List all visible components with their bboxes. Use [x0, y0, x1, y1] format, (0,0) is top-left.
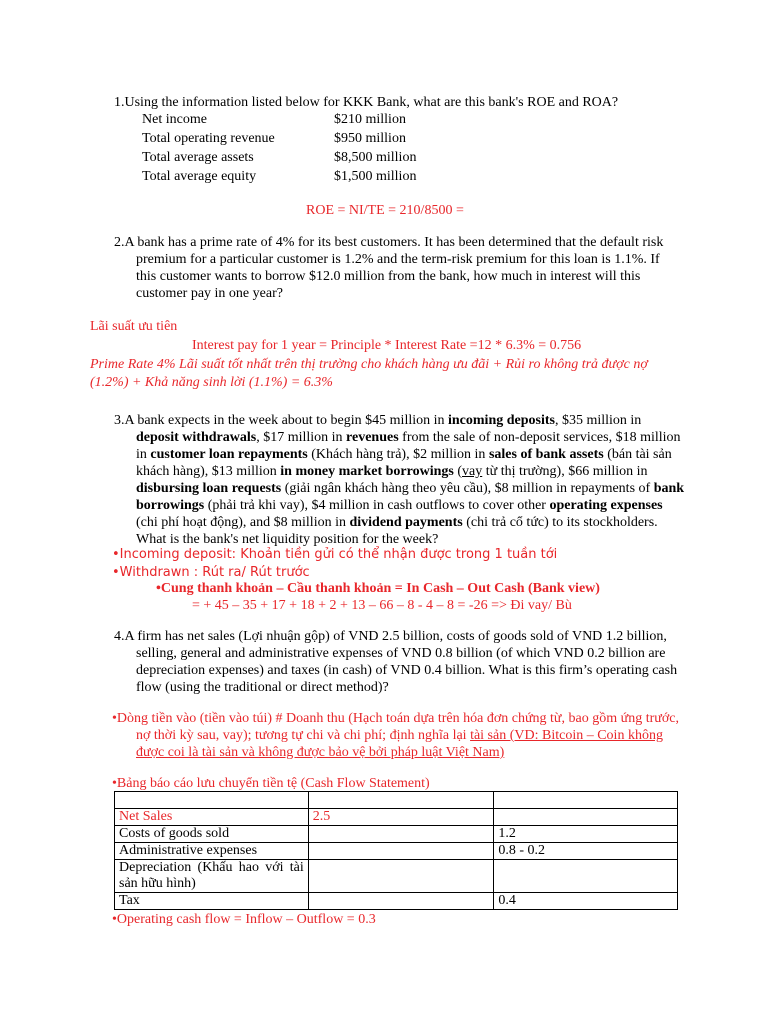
q3-line: khách hàng), $13 million in money market borrowings (vay từ thị trường), $66 million in [136, 464, 648, 479]
q2-explanation: Prime Rate 4% Lãi suất tốt nhất trên thị trường cho khách hàng ưu đãi + Rủi ro không trả được nợ [90, 357, 648, 372]
q2-line: premium for a particular customer is 1.2% and the term-risk premium for this loan is 1.1%. If [136, 252, 660, 267]
table-cell [308, 893, 494, 910]
q4-result: • Operating cash flow = Inflow – Outflow = 0.3 [112, 911, 376, 928]
table-row [115, 843, 678, 860]
q4-line: flow (using the traditional or direct method)? [136, 680, 389, 695]
q4-line: depreciation expenses) and taxes (in cash) of VND 0.4 billion. What is this firm’s operating cash [136, 663, 678, 678]
table-cell [308, 792, 494, 809]
table-cell: 0.8 - 0.2 [494, 843, 678, 860]
q1-row-label: Total average equity [142, 169, 257, 184]
q1-answer: ROE = NI/TE = 210/8500 = [306, 203, 464, 218]
q3-liquidity-formula: • Cung thanh khoản – Cầu thanh khoản = In Cash – Out Cash (Bank view) [156, 580, 600, 597]
q3-line: (chi phí hoạt động), and $8 million in dividend payments (chi trả cổ tức) to its stockholders. [136, 515, 658, 530]
table-cell: Costs of goods sold [115, 826, 309, 843]
q4-note: • Dòng tiền vào (tiền vào túi) # Doanh thu (Hạch toán dựa trên hóa đơn chứng từ, bao gồm ứng trước, [112, 710, 679, 727]
q2-line: this customer wants to borrow $12.0 million from the bank, how much in interest will this [136, 269, 641, 284]
q4-line: selling, general and administrative expenses of VND 0.8 billion (of which VND 0.2 billion are [136, 646, 666, 661]
q3-line: borrowings (phải trả khi vay), $4 million in cash outflows to cover other operating expenses [136, 498, 663, 513]
table-cell: Administrative expenses [115, 843, 309, 860]
q1-row-label: Total average assets [142, 150, 254, 165]
q3-line: 3.A bank expects in the week about to begin $45 million in incoming deposits, $35 million in [114, 413, 642, 428]
table-cell [494, 809, 678, 826]
q2-line: customer pay in one year? [136, 286, 283, 301]
table-cell [494, 792, 678, 809]
q3-line: disbursing loan requests (giải ngân khách hàng theo yêu cầu), $8 million in repayments of bank [136, 481, 685, 496]
q2-explanation: (1.2%) + Khả năng sinh lời (1.1%) = 6.3% [90, 375, 333, 390]
q1-row-value: $8,500 million [334, 150, 417, 165]
q1-row-value: $210 million [334, 112, 406, 127]
table-row [115, 860, 678, 893]
q3-calculation: = + 45 – 35 + 17 + 18 + 2 + 13 – 66 – 8 - 4 – 8 = -26 => Đi vay/ Bù [192, 598, 572, 613]
table-cell: 1.2 [494, 826, 678, 843]
q1-row-label: Total operating revenue [142, 131, 275, 146]
cash-flow-table [114, 791, 678, 910]
table-cell [308, 843, 494, 860]
q3-note: • Incoming deposit: Khoản tiền gửi có thể nhận được trong 1 tuần tới [112, 546, 557, 563]
q4-table-caption: • Bảng báo cáo lưu chuyển tiền tệ (Cash Flow Statement) [112, 775, 430, 792]
q4-note: nợ thời kỳ sau, vay); tương tự chi và chi phí; định nghĩa lại tài sản (VD: Bitcoin – Coin không [136, 728, 663, 743]
table-cell: Tax [115, 893, 309, 910]
table-row [115, 826, 678, 843]
table-cell: 2.5 [308, 809, 494, 826]
q1-title: 1.Using the information listed below for KKK Bank, what are this bank's ROE and ROA? [114, 95, 619, 110]
table-cell [494, 860, 678, 893]
q3-line: in customer loan repayments (Khách hàng trả), $2 million in sales of bank assets (bán tài sản [136, 447, 672, 462]
table-cell [115, 792, 309, 809]
q4-line: 4.A firm has net sales (Lợi nhuận gộp) of VND 2.5 billion, costs of goods sold of VND 1.2 billion, [114, 629, 667, 644]
q3-line: deposit withdrawals, $17 million in revenues from the sale of non-deposit services, $18 million [136, 430, 681, 445]
q4-note: được coi là tài sản và không được bảo vệ bởi pháp luật Việt Nam) [136, 745, 505, 760]
q1-row-value: $950 million [334, 131, 406, 146]
table-cell: 0.4 [494, 893, 678, 910]
q3-note: • Withdrawn : Rút ra/ Rút trước [112, 564, 310, 581]
table-cell: Depreciation (Khấu hao với tài sản hữu hình) [115, 860, 309, 893]
table-row [115, 893, 678, 910]
q2-line: 2.A bank has a prime rate of 4% for its best customers. It has been determined that the default risk [114, 235, 664, 250]
q2-formula: Interest pay for 1 year = Principle * Interest Rate =12 * 6.3% = 0.756 [192, 338, 582, 353]
q1-row-label: Net income [142, 112, 207, 127]
q2-note-label: Lãi suất ưu tiên [90, 319, 178, 334]
table-cell: Net Sales [115, 809, 309, 826]
q1-row-value: $1,500 million [334, 169, 417, 184]
table-row [115, 792, 678, 809]
table-cell [308, 860, 494, 893]
table-row [115, 809, 678, 826]
table-cell [308, 826, 494, 843]
q3-line: What is the bank's net liquidity position for the week? [136, 532, 439, 547]
